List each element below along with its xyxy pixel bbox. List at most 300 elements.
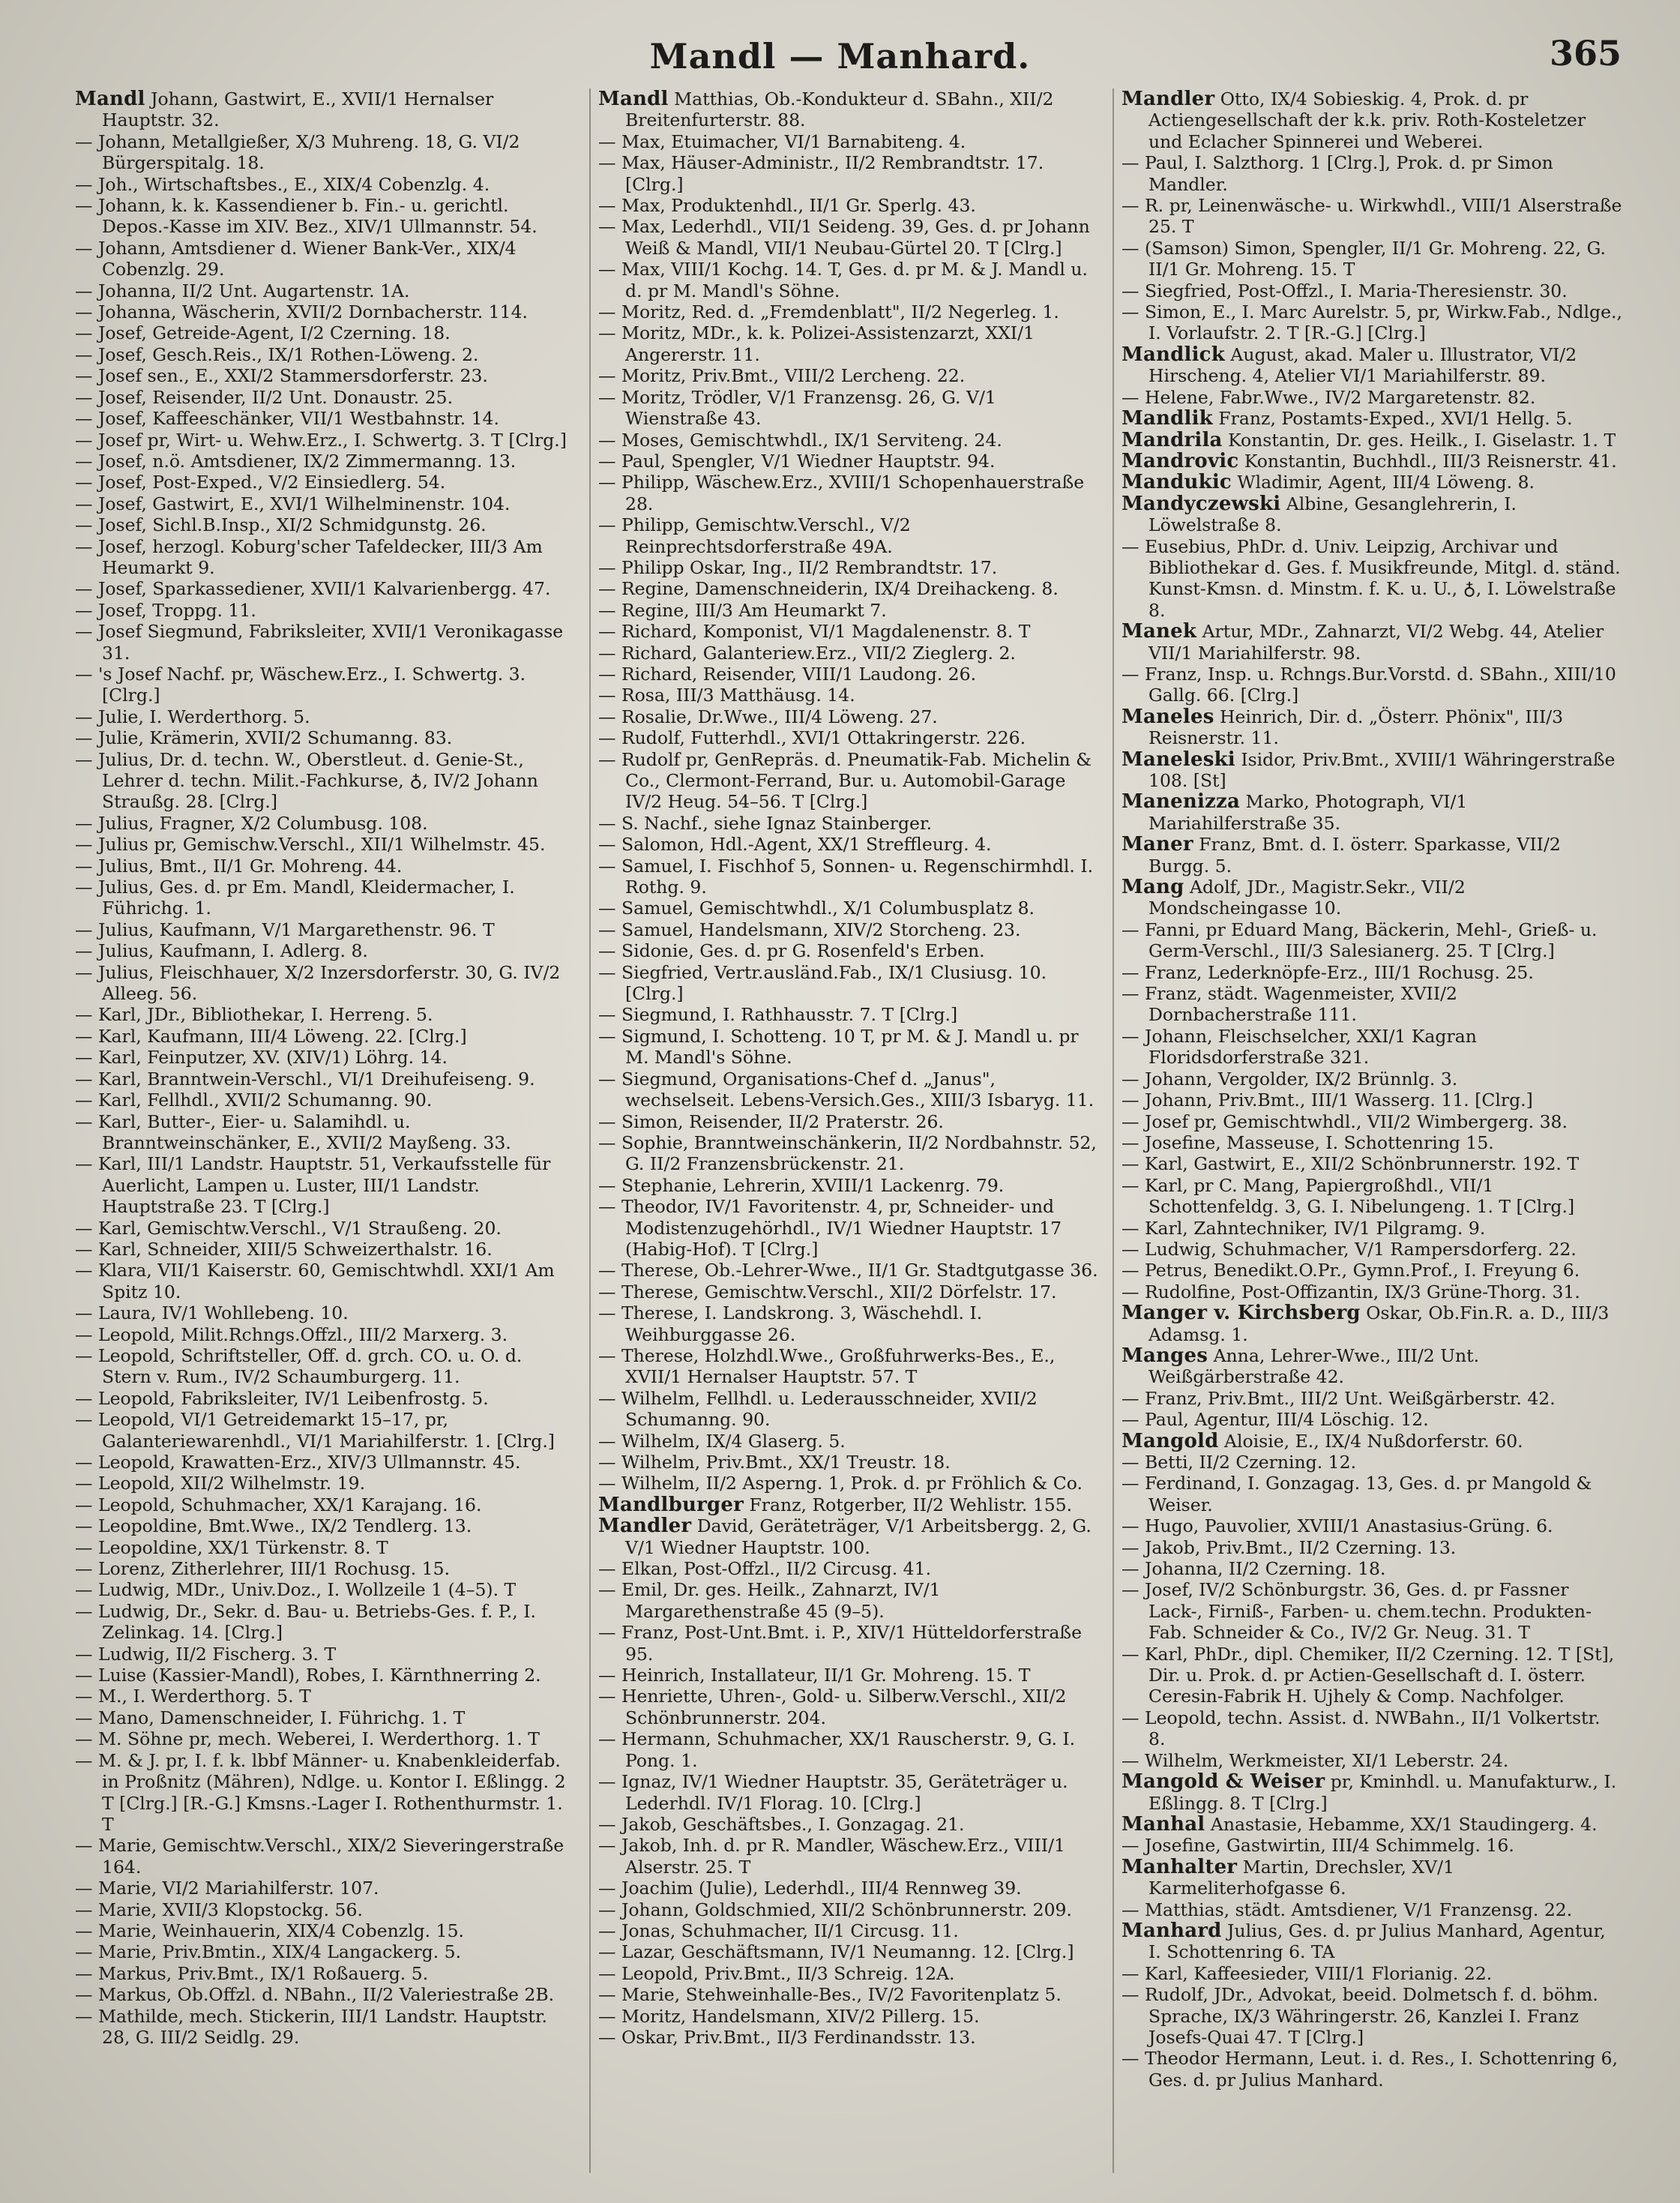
directory-entry — [1121, 1218, 1622, 1239]
entry-text: — Joachim (Julie), Lederhdl., III/4 Rennweg 39. — [598, 1878, 1022, 1899]
entry-text: — Lorenz, Zitherlehrer, III/1 Rochusg. 15. — [75, 1558, 451, 1580]
directory-entry — [1121, 1963, 1622, 1984]
entry-text: — Josef, Post-Exped., V/2 Einsiedlerg. 54. — [75, 472, 446, 493]
directory-entry — [1121, 301, 1622, 344]
entry-text: Matthias, Ob.-Kondukteur d. SBahn., XII/2 Breitenfurterstr. 88. — [625, 88, 1054, 131]
entry-text: Franz, Postamts-Exped., XVI/1 Hellg. 5. — [1218, 408, 1573, 430]
entry-text: — Leopold, Milit.Rchngs.Offzl., III/2 Marxerg. 3. — [75, 1323, 508, 1345]
entry-text: — Marie, Priv.Bmtin., XIX/4 Langackerg. 5. — [75, 1941, 462, 1963]
directory-entry — [1121, 1260, 1622, 1281]
surname-entry — [1121, 791, 1622, 834]
surname-entry — [1121, 1302, 1622, 1345]
surname-heading: Manhard — [1121, 1919, 1222, 1942]
directory-entry — [75, 1728, 576, 1749]
page-header — [0, 31, 1680, 84]
entry-text: — Ludwig, Schuhmacher, V/1 Rampersdorferg. 22. — [1121, 1238, 1577, 1260]
entry-text: — Markus, Ob.Offzl. d. NBahn., II/2 Valeriestraße 2B. — [75, 1984, 555, 2006]
directory-entry — [598, 2027, 1099, 2048]
entry-text: — Julius, Kaufmann, I. Adlerg. 8. — [75, 940, 368, 962]
entry-text: — R. pr, Leinenwäsche- u. Wirkwhdl., VIII/1 Alserstraße 25. T — [1121, 195, 1622, 238]
directory-entry — [75, 131, 576, 174]
entry-text: — Rudolf, Futterhdl., XVI/1 Ottakringerstr. 226. — [598, 727, 1026, 749]
entry-text: — Josef Siegmund, Fabriksleiter, XVII/1 Veronikagasse 31. — [75, 621, 564, 664]
directory-entry — [75, 195, 576, 238]
surname-entry — [1121, 344, 1622, 387]
entry-text: — Julie, Krämerin, XVII/2 Schumanng. 83. — [75, 727, 453, 749]
directory-entry — [598, 727, 1099, 748]
directory-entry — [598, 1579, 1099, 1622]
directory-entry — [75, 834, 576, 855]
entry-text: — Johann, Fleischselcher, XXI/1 Kagran Floridsdorferstraße 321. — [1121, 1025, 1477, 1069]
directory-entry — [598, 216, 1099, 259]
directory-entry — [598, 1665, 1099, 1686]
entry-text: — Mathilde, mech. Stickerin, III/1 Landstr. Hauptstr. 28, G. III/2 Seidlg. 29. — [75, 2005, 547, 2048]
entry-text: — Paul, I. Salzthorg. 1 [Clrg.], Prok. d. pr Simon Mandler. — [1121, 152, 1553, 195]
entry-text: — Max, Häuser-Administr., II/2 Rembrandtstr. 17. [Clrg.] — [598, 152, 1044, 195]
directory-entry — [75, 1239, 576, 1260]
entry-text: — Josef, herzogl. Koburg'scher Tafeldecker, III/3 Am Heumarkt 9. — [75, 535, 543, 578]
directory-entry — [75, 1494, 576, 1515]
entry-text: — Leopold, VI/1 Getreidemarkt 15–17, pr, Galanteriewarenhdl., VI/1 Mariahilferstr. 1. [Clrg.] — [75, 1409, 555, 1452]
surname-heading: Mandrovic — [1121, 449, 1239, 472]
entry-text: — Karl, Kaufmann, III/4 Löweng. 22. [Clrg.] — [75, 1025, 467, 1047]
entry-text: — Josef, n.ö. Amtsdiener, IX/2 Zimmermanng. 13. — [75, 450, 517, 472]
directory-entry — [1121, 1644, 1622, 1707]
surname-entry — [1121, 834, 1622, 877]
surname-heading: Mandlburger — [598, 1493, 744, 1516]
entry-text: — Karl, PhDr., dipl. Chemiker, II/2 Czerning. 12. T [St], Dir. u. Prok. d. pr Actien-Gesellschaft d. I. österr. Ceresin-Fabrik H. Ujhely & Comp. Nachfolger. — [1121, 1643, 1615, 1707]
directory-entry — [75, 1090, 576, 1110]
surname-entry — [1121, 493, 1622, 536]
directory-entry — [75, 1111, 576, 1154]
entry-text: — Johann, Priv.Bmt., III/1 Wasserg. 11. [Clrg.] — [1121, 1090, 1533, 1111]
entry-text: — Samuel, Handelsmann, XIV/2 Storcheng. 23. — [598, 919, 1021, 940]
column-2 — [598, 88, 1099, 2181]
entry-text: — Wilhelm, II/2 Asperng. 1, Prok. d. pr Fröhlich & Co. — [598, 1473, 1083, 1494]
surname-heading: Mandl — [75, 88, 145, 110]
directory-entry — [75, 621, 576, 664]
directory-entry — [598, 706, 1099, 727]
directory-entry — [75, 344, 576, 365]
entry-text: — Karl, Butter-, Eier- u. Salamihdl. u. Branntweinschänker, E., XVII/2 Mayßeng. 33. — [75, 1110, 511, 1153]
directory-entry — [598, 919, 1099, 940]
directory-entry — [75, 727, 576, 748]
directory-entry — [75, 877, 576, 919]
entry-text: — Moritz, Priv.Bmt., VIII/2 Lercheng. 22. — [598, 365, 966, 387]
surname-entry — [1121, 1431, 1622, 1452]
directory-entry — [1121, 1984, 1622, 2048]
directory-entry — [598, 600, 1099, 621]
directory-entry — [75, 664, 576, 706]
directory-entry — [598, 940, 1099, 961]
entry-text: — Emil, Dr. ges. Heilk., Zahnarzt, IV/1 Margarethenstraße 45 (9–5). — [598, 1579, 941, 1622]
entry-text: — Max, Lederhdl., VII/1 Seideng. 39, Ges. d. pr Johann Weiß & Mandl, VII/1 Neubau-Gürtel 20. T [Clrg.] — [598, 216, 1090, 259]
surname-heading: Manger v. Kirchsberg — [1121, 1302, 1361, 1325]
entry-text: — Julius, Dr. d. techn. W., Oberstleut. d. Genie-St., Lehrer d. techn. Milit.-Fachkurse, ♁, IV/2 Johann Straußg. 28. [Clrg.] — [75, 748, 538, 813]
directory-entry — [75, 1004, 576, 1025]
entry-text: — Klara, VII/1 Kaiserstr. 60, Gemischtwhdl. XXI/1 Am Spitz 10. — [75, 1260, 555, 1302]
directory-entry — [598, 1175, 1099, 1196]
entry-text: — Julius pr, Gemischw.Verschl., XII/1 Wilhelmstr. 45. — [75, 834, 546, 856]
entry-text: — Simon, Reisender, II/2 Praterstr. 26. — [598, 1110, 944, 1132]
entry-text: Otto, IX/4 Sobieskig. 4, Prok. d. pr Actiengesellschaft der k.k. priv. Roth-Kosteletzer und Eclacher Spinnerei und Weberei. — [1148, 88, 1586, 152]
entry-text: — Karl, Zahntechniker, IV/1 Pilgramg. 9. — [1121, 1217, 1486, 1239]
entry-text: Aloisie, E., IX/4 Nußdorferstr. 60. — [1224, 1430, 1523, 1452]
entry-text: — Therese, Gemischtw.Verschl., XII/2 Dörfelstr. 17. — [598, 1281, 1057, 1302]
entry-text: — Johann, Vergolder, IX/2 Brünnlg. 3. — [1121, 1068, 1458, 1090]
directory-entry — [598, 259, 1099, 301]
entry-text: Artur, MDr., Zahnarzt, VI/2 Webg. 44, Atelier VII/1 Mariahilferstr. 98. — [1148, 621, 1604, 664]
entry-text: — Karl, Fellhdl., XVII/2 Schumanng. 90. — [75, 1090, 433, 1111]
directory-entry — [1121, 1452, 1622, 1473]
directory-entry — [598, 1920, 1099, 1941]
directory-entry — [598, 472, 1099, 514]
surname-heading: Manek — [1121, 620, 1197, 643]
directory-entry — [75, 408, 576, 429]
directory-entry — [598, 898, 1099, 919]
entry-text: — Therese, Ob.-Lehrer-Wwe., II/1 Gr. Stadtgutgasse 36. — [598, 1260, 1098, 1281]
entry-text: — Sophie, Branntweinschänkerin, II/2 Nordbahnstr. 52, G. II/2 Franzensbrückenstr. 21. — [598, 1131, 1097, 1175]
entry-text: — Leopoldine, XX/1 Türkenstr. 8. T — [75, 1536, 388, 1558]
entry-text: — Leopold, XII/2 Wilhelmstr. 19. — [75, 1473, 366, 1494]
directory-entry — [75, 962, 576, 1005]
entry-text: — Franz, Lederknöpfe-Erz., III/1 Rochusg. 25. — [1121, 961, 1534, 983]
directory-entry — [598, 1963, 1099, 1984]
entry-text: — Julius, Fragner, X/2 Columbusg. 108. — [75, 812, 428, 834]
entry-text: — Theodor, IV/1 Favoritenstr. 4, pr, Schneider- und Modistenzugehörhdl., IV/1 Wiedner Hauptstr. 17 (Habig-Hof). T [Clrg.] — [598, 1196, 1062, 1260]
entry-text: — Jakob, Inh. d. pr R. Mandler, Wäschew.Erz., VIII/1 Alserstr. 25. T — [598, 1835, 1065, 1878]
surname-entry — [1121, 1345, 1622, 1388]
entry-text: — Sidonie, Ges. d. pr G. Rosenfeld's Erben. — [598, 940, 985, 962]
directory-entry — [75, 1984, 576, 2005]
surname-heading: Manhalter — [1121, 1855, 1238, 1878]
entry-text: — Henriette, Uhren-, Gold- u. Silberw.Verschl., XII/2 Schönbrunnerstr. 204. — [598, 1686, 1067, 1728]
directory-entry — [75, 514, 576, 535]
directory-entry — [75, 1707, 576, 1728]
directory-entry — [75, 238, 576, 280]
directory-entry — [598, 2006, 1099, 2027]
surname-entry — [1121, 1857, 1622, 1899]
entry-text: — Hugo, Pauvolier, XVIII/1 Anastasius-Grüng. 6. — [1121, 1515, 1553, 1537]
entry-text: — Johanna, II/2 Czerning. 18. — [1121, 1558, 1386, 1580]
entry-text: — Josef pr, Wirt- u. Wehw.Erz., I. Schwertg. 3. T [Clrg.] — [75, 429, 567, 451]
entry-text: — Ludwig, MDr., Univ.Doz., I. Wollzeile 1 (4–5). T — [75, 1579, 517, 1601]
entry-text: — Josefine, Gastwirtin, III/4 Schimmelg. 16. — [1121, 1835, 1514, 1857]
directory-entry — [598, 322, 1099, 365]
entry-text: — Paul, Agentur, III/4 Löschig. 12. — [1121, 1409, 1429, 1431]
surname-entry — [598, 1515, 1099, 1558]
directory-entry — [75, 856, 576, 877]
directory-entry — [75, 1324, 576, 1345]
surname-heading: Mandlik — [1121, 407, 1213, 430]
directory-entry — [75, 1302, 576, 1323]
entry-text: — Moses, Gemischtwhdl., IX/1 Serviteng. 24. — [598, 429, 1002, 451]
directory-entry — [1121, 195, 1622, 238]
directory-entry — [598, 430, 1099, 451]
entry-text: — Siegfried, Vertr.ausländ.Fab., IX/1 Clusiusg. 10. [Clrg.] — [598, 961, 1047, 1005]
surname-heading: Mandl — [598, 88, 669, 110]
entry-text: — S. Nachf., siehe Ignaz Stainberger. — [598, 812, 933, 834]
entry-text: — Josef, Sparkassediener, XVII/1 Kalvarienbergg. 47. — [75, 578, 551, 600]
entry-text: — Sigmund, I. Schotteng. 10 T, pr M. & J. Mandl u. pr M. Mandl's Söhne. — [598, 1025, 1079, 1069]
directory-entry — [598, 1345, 1099, 1388]
entry-text: — Lazar, Geschäftsmann, IV/1 Neumanng. 12. [Clrg.] — [598, 1941, 1074, 1963]
entry-text: — Josefine, Masseuse, I. Schottenring 15. — [1121, 1131, 1494, 1153]
directory-entry — [1121, 1558, 1622, 1579]
entry-text: — Johann, k. k. Kassendiener b. Fin.- u. gerichtl. Depos.-Kasse im XIV. Bez., XIV/1 Ullmannstr. 54. — [75, 195, 538, 238]
entry-text: — Ludwig, II/2 Fischerg. 3. T — [75, 1643, 337, 1665]
directory-entry — [598, 195, 1099, 216]
entry-text: — Josef, Troppg. 11. — [75, 599, 256, 621]
directory-entry — [75, 706, 576, 727]
entry-text: — Mano, Damenschneider, I. Führichg. 1. T — [75, 1707, 466, 1728]
directory-entry — [598, 1941, 1099, 1962]
entry-text: — Simon, E., I. Marc Aurelstr. 5, pr, Wirkw.Fab., Ndlge., I. Vorlaufstr. 2. T [R.-G.] [Clrg.] — [1121, 301, 1622, 344]
entry-text: — Jonas, Schuhmacher, II/1 Circusg. 11. — [598, 1920, 959, 1941]
surname-entry — [1121, 408, 1622, 429]
column-3 — [1121, 88, 1622, 2181]
entry-text: — M. & J. pr, I. f. k. lbbf Männer- u. Knabenkleiderfab. in Proßnitz (Mähren), Ndlge. u. Kontor I. Eßlingg. 2 T [Clrg.] [R.-G.] Kmsns.-Lager I. Rothenthurmstr. 1. T — [75, 1749, 566, 1835]
directory-entry — [598, 1111, 1099, 1132]
entry-text: — Moritz, MDr., k. k. Polizei-Assistenzarzt, XXI/1 Angererstr. 11. — [598, 322, 1035, 365]
entry-text: — Eusebius, PhDr. d. Univ. Leipzig, Archivar und Bibliothekar d. Ges. f. Musikfreunde, Mitgl. d. ständ. Kunst-Kmsn. d. Minstm. f. K. u. U., ♁, I. Löwelstraße 8. — [1121, 535, 1621, 621]
entry-text: — Joh., Wirtschaftsbes., E., XIX/4 Cobenzlg. 4. — [75, 173, 490, 195]
directory-entry — [598, 514, 1099, 557]
entry-text: — Richard, Komponist, VI/1 Magdalenenstr. 8. T — [598, 621, 1031, 643]
surname-heading: Mang — [1121, 876, 1184, 899]
directory-entry — [75, 1409, 576, 1452]
entry-text: — Wilhelm, Werkmeister, XI/1 Leberstr. 24. — [1121, 1749, 1509, 1771]
directory-entry — [75, 1473, 576, 1494]
directory-entry — [1121, 1090, 1622, 1110]
entry-text: — Leopold, Schriftsteller, Off. d. grch. CO. u. O. d. Stern v. Rum., IV/2 Schaumburgerg. 11. — [75, 1344, 523, 1388]
entry-text: Martin, Drechsler, XV/1 Karmeliterhofgasse 6. — [1148, 1856, 1454, 1899]
directory-entry — [598, 1835, 1099, 1878]
directory-entry — [1121, 1153, 1622, 1174]
directory-entry — [1121, 387, 1622, 408]
directory-entry — [1121, 1409, 1622, 1430]
entry-text: — Julius, Kaufmann, V/1 Margarethenstr. 96. T — [75, 919, 495, 940]
directory-entry — [75, 1920, 576, 1941]
entry-text: — Josef, Gesch.Reis., IX/1 Rothen-Löweng. 2. — [75, 343, 479, 365]
entry-text: — Max, Etuimacher, VI/1 Barnabiteng. 4. — [598, 130, 966, 152]
directory-entry — [598, 1771, 1099, 1814]
directory-entry — [75, 1878, 576, 1899]
entry-text: — Jakob, Geschäftsbes., I. Gonzagag. 21. — [598, 1813, 965, 1835]
entry-text: — Karl, pr C. Mang, Papiergroßhdl., VII/1 Schottenfeldg. 3, G. I. Nibelungeng. 1. T [Clrg.] — [1121, 1174, 1575, 1218]
directory-entry — [75, 322, 576, 343]
directory-entry — [598, 856, 1099, 898]
entry-text: — Leopoldine, Bmt.Wwe., IX/2 Tendlerg. 13. — [75, 1515, 472, 1537]
surname-heading: Mangold — [1121, 1429, 1219, 1452]
directory-entry — [75, 813, 576, 834]
entry-text: — Wilhelm, IX/4 Glaserg. 5. — [598, 1430, 846, 1452]
directory-entry — [1121, 238, 1622, 280]
entry-text: — Marie, Stehweinhalle-Bes., IV/2 Favoritenplatz 5. — [598, 1984, 1062, 2006]
directory-entry — [75, 1686, 576, 1707]
directory-entry — [75, 1218, 576, 1239]
surname-entry — [1121, 472, 1622, 493]
entry-text: — Laura, IV/1 Wohllebeng. 10. — [75, 1302, 349, 1324]
directory-entry — [75, 919, 576, 940]
entry-text: — Regine, III/3 Am Heumarkt 7. — [598, 599, 887, 621]
directory-entry — [598, 1302, 1099, 1345]
entry-text: — Jakob, Priv.Bmt., II/2 Czerning. 13. — [1121, 1536, 1457, 1558]
directory-entry — [598, 578, 1099, 599]
directory-entry — [598, 1558, 1099, 1579]
entry-text: — Josef sen., E., XXI/2 Stammersdorferstr. 23. — [75, 365, 488, 387]
directory-entry — [75, 280, 576, 301]
directory-entry — [1121, 1835, 1622, 1856]
entry-text: — Philipp, Gemischtw.Verschl., V/2 Reinprechtsdorferstraße 49A. — [598, 514, 911, 557]
entry-text: Julius, Ges. d. pr Julius Manhard, Agentur, I. Schottenring 6. TA — [1148, 1920, 1606, 1963]
directory-entry — [75, 536, 576, 579]
directory-entry — [598, 1026, 1099, 1069]
directory-entry — [598, 301, 1099, 322]
directory-entry — [1121, 2048, 1622, 2091]
directory-entry — [75, 365, 576, 386]
surname-entry — [1121, 1920, 1622, 1963]
directory-entry — [598, 1473, 1099, 1494]
entry-text: — Josef, IV/2 Schönburgstr. 36, Ges. d. pr Fassner Lack-, Firniß-, Farben- u. chem.techn. Produkten-Fab. Schneider & Co., IV/2 Gr. Neug. 31. T — [1121, 1579, 1592, 1644]
directory-entry — [1121, 1111, 1622, 1132]
entry-text: — Rudolfine, Post-Offizantin, IX/3 Grüne-Thorg. 31. — [1121, 1281, 1580, 1302]
column-1 — [75, 88, 576, 2181]
entry-text: — Philipp Oskar, Ing., II/2 Rembrandtstr. 17. — [598, 556, 998, 578]
entry-text: — Marie, Gemischtw.Verschl., XIX/2 Sieveringerstraße 164. — [75, 1835, 564, 1878]
entry-text: — Karl, Gemischtw.Verschl., V/1 Straußeng. 20. — [75, 1217, 502, 1239]
surname-heading: Mandyczewski — [1121, 492, 1281, 515]
entry-text: — Therese, I. Landskrong. 3, Wäschehdl. I. Weihburggasse 26. — [598, 1302, 983, 1345]
entry-text: Anna, Lehrer-Wwe., III/2 Unt. Weißgärberstraße 42. — [1148, 1344, 1480, 1388]
entry-text: — Max, VIII/1 Kochg. 14. T, Ges. d. pr M. & J. Mandl u. d. pr M. Mandl's Söhne. — [598, 259, 1088, 301]
entry-text: Heinrich, Dir. d. „Österr. Phönix", III/3 Reisnerstr. 11. — [1148, 706, 1564, 749]
entry-text: — Franz, städt. Wagenmeister, XVII/2 Dornbacherstraße 111. — [1121, 983, 1457, 1026]
entry-text: — Karl, Branntwein-Verschl., VI/1 Dreihufeiseng. 9. — [75, 1068, 535, 1090]
entry-text: — Richard, Galanteriew.Erz., VII/2 Zieglerg. 2. — [598, 642, 1016, 664]
entry-text: — M. Söhne pr, mech. Weberei, I. Werderthorg. 1. T — [75, 1728, 540, 1750]
directory-entry — [1121, 1899, 1622, 1920]
directory-entry — [598, 1260, 1099, 1281]
surname-heading: Mandlick — [1121, 343, 1225, 366]
entry-text: Isidor, Priv.Bmt., XVIII/1 Währingerstraße 108. [St] — [1148, 748, 1616, 791]
directory-entry — [75, 174, 576, 195]
directory-entry — [75, 1579, 576, 1600]
entry-text: — Elkan, Post-Offzl., II/2 Circusg. 41. — [598, 1558, 932, 1580]
directory-entry — [75, 1644, 576, 1665]
directory-entry — [1121, 1579, 1622, 1643]
directory-entry — [1121, 1750, 1622, 1771]
directory-entry — [1121, 1239, 1622, 1260]
surname-heading: Mandler — [1121, 88, 1215, 110]
directory-entry — [75, 1388, 576, 1409]
directory-entry — [1121, 280, 1622, 301]
directory-entry — [598, 834, 1099, 855]
entry-text: Konstantin, Dr. ges. Heilk., I. Giselastr. 1. T — [1228, 429, 1616, 451]
entry-text: Adolf, JDr., Magistr.Sekr., VII/2 Mondscheingasse 10. — [1148, 877, 1466, 919]
entry-text: — Marie, XVII/3 Klopstockg. 56. — [75, 1899, 363, 1920]
entry-text: — Karl, Gastwirt, E., XII/2 Schönbrunnerstr. 192. T — [1121, 1153, 1580, 1175]
entry-text: Wladimir, Agent, III/4 Löweng. 8. — [1237, 472, 1535, 493]
directory-entry — [75, 600, 576, 621]
surname-entry — [1121, 621, 1622, 664]
surname-heading: Manges — [1121, 1344, 1208, 1367]
entry-text: — Josef, Kaffeeschänker, VII/1 Westbahnstr. 14. — [75, 408, 499, 430]
entry-text: — Petrus, Benedikt.O.Pr., Gymn.Prof., I. Freyung 6. — [1121, 1260, 1580, 1281]
directory-entry — [75, 578, 576, 599]
entry-text: — Johann, Amtsdiener d. Wiener Bank-Ver., XIX/4 Cobenzlg. 29. — [75, 237, 517, 280]
directory-entry — [75, 1069, 576, 1090]
entry-text: — Rosa, III/3 Matthäusg. 14. — [598, 685, 855, 706]
entry-text: — Therese, Holzhdl.Wwe., Großfuhrwerks-Bes., E., XVII/1 Hernalser Hauptstr. 57. T — [598, 1344, 1056, 1388]
entry-text: — Oskar, Priv.Bmt., II/3 Ferdinandsstr. 13. — [598, 2026, 976, 2048]
surname-heading: Mandrila — [1121, 428, 1223, 451]
entry-text: — Karl, III/1 Landstr. Hauptstr. 51, Verkaufsstelle für Auerlicht, Lampen u. Luster, III/1 Landstr. Hauptstraße 23. T [Clrg.] — [75, 1153, 551, 1218]
directory-entry — [1121, 152, 1622, 195]
entry-text: — Johann, Goldschmied, XII/2 Schönbrunnerstr. 209. — [598, 1899, 1072, 1920]
entry-text: — Siegmund, Organisations-Chef d. „Janus", wechselseit. Lebens-Versich.Ges., XIII/3 Isbaryg. 11. — [598, 1068, 1095, 1111]
directory-entry — [75, 493, 576, 514]
entry-text: — Rudolf, JDr., Advokat, beeid. Dolmetsch f. d. böhm. Sprache, IX/3 Währingerstr. 26, Kanzlei I. Franz Josefs-Quai 47. T [Clrg.] — [1121, 1984, 1598, 2048]
directory-entry — [598, 152, 1099, 195]
entry-text: — Moritz, Trödler, V/1 Franzensg. 26, G. V/1 Wienstraße 43. — [598, 386, 996, 430]
directory-entry — [1121, 536, 1622, 622]
directory-entry — [598, 1686, 1099, 1728]
directory-entry — [598, 387, 1099, 430]
entry-text: — Richard, Reisender, VIII/1 Laudong. 26. — [598, 663, 977, 685]
page-number: 365 — [1549, 33, 1622, 73]
directory-entry — [598, 1878, 1099, 1899]
directory-entry — [598, 1622, 1099, 1665]
entry-text: — Moritz, Handelsmann, XIV/2 Pillerg. 15. — [598, 2005, 980, 2027]
surname-heading: Maneles — [1121, 705, 1214, 728]
columns — [75, 88, 1634, 2181]
directory-entry — [598, 1452, 1099, 1473]
directory-entry — [1121, 1175, 1622, 1218]
entry-text: — Betti, II/2 Czerning. 12. — [1121, 1452, 1357, 1473]
directory-entry — [598, 1899, 1099, 1920]
entry-text: — Helene, Fabr.Wwe., IV/2 Margaretenstr. 82. — [1121, 386, 1536, 408]
entry-text: — Salomon, Hdl.-Agent, XX/1 Streffleurg. 4. — [598, 834, 992, 856]
directory-entry — [75, 1963, 576, 1984]
entry-text: — Julie, I. Werderthorg. 5. — [75, 706, 310, 727]
directory-entry — [598, 621, 1099, 642]
entry-text: — Ferdinand, I. Gonzagag. 13, Ges. d. pr Mangold & Weiser. — [1121, 1473, 1592, 1515]
surname-entry — [598, 88, 1099, 131]
surname-heading: Maner — [1121, 833, 1193, 856]
directory-entry — [598, 557, 1099, 578]
entry-text: — Samuel, I. Fischhof 5, Sonnen- u. Regenschirmhdl. I. Rothg. 9. — [598, 855, 1094, 898]
entry-text: — Josef pr, Gemischtwhdl., VII/2 Wimbergerg. 38. — [1121, 1110, 1568, 1132]
entry-text: — Karl, Schneider, XIII/5 Schweizerthalstr. 16. — [75, 1238, 493, 1260]
directory-entry — [598, 1281, 1099, 1302]
entry-text: — Josef, Sichl.B.Insp., XI/2 Schmidgunstg. 26. — [75, 514, 487, 536]
entry-text: Albine, Gesanglehrerin, I. Löwelstraße 8. — [1148, 493, 1517, 536]
entry-text: — Moritz, Red. d. „Fremdenblatt", II/2 Negerleg. 1. — [598, 301, 1059, 323]
entry-text: — Johanna, Wäscherin, XVII/2 Dornbacherstr. 114. — [75, 301, 528, 323]
surname-entry — [1121, 1814, 1622, 1835]
entry-text: — Markus, Priv.Bmt., IX/1 Roßauerg. 5. — [75, 1962, 429, 1984]
directory-entry — [598, 131, 1099, 152]
surname-entry — [598, 1494, 1099, 1515]
entry-text: — Johanna, II/2 Unt. Augartenstr. 1A. — [75, 280, 410, 301]
surname-entry — [75, 88, 576, 131]
entry-text: — Josef, Gastwirt, E., XVI/1 Wilhelminenstr. 104. — [75, 493, 511, 514]
entry-text: — Julius, Ges. d. pr Em. Mandl, Kleidermacher, I. Führichg. 1. — [75, 877, 515, 919]
entry-text: Konstantin, Buchhdl., III/3 Reisnerstr. 41. — [1244, 450, 1617, 472]
surname-entry — [1121, 1771, 1622, 1814]
directory-entry — [75, 1452, 576, 1473]
